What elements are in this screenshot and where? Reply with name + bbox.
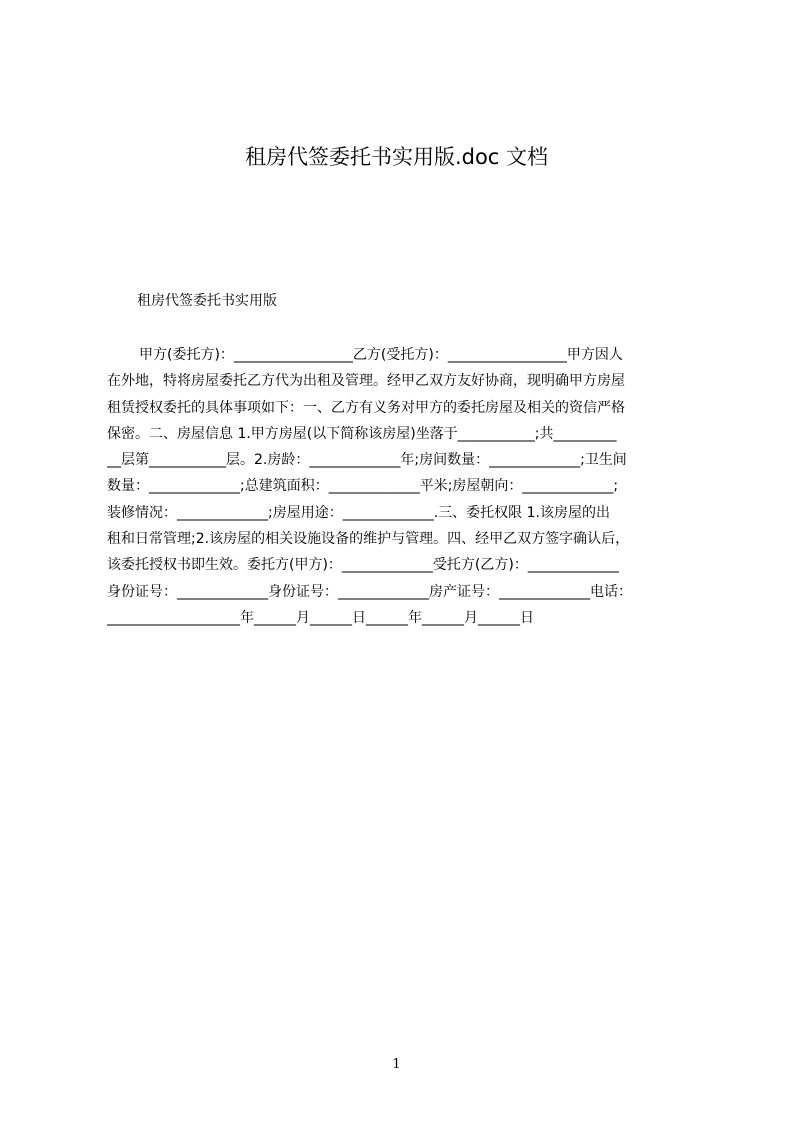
body-line: 甲方(委托方)：_________________乙方(受托方)：_________________甲方因人 [139, 347, 623, 363]
body-line: ___________________年______月______日______年______月______日 [107, 609, 534, 626]
body-line: 租和日常管理;2.该房屋的相关设施设备的维护与管理。四、经甲乙双方签字确认后， [107, 531, 630, 548]
body-line: 身份证号：_____________身份证号：_____________房产证号：_____________电话： [107, 583, 632, 600]
body-line: __层第___________层。2.房龄：_____________年;房间数量：_____________;卫生间 [107, 452, 627, 469]
document-title: 租房代签委托书实用版.doc 文档 [244, 145, 549, 169]
body-line: 在外地，特将房屋委托乙方代为出租及管理。经甲乙双方友好协商，现明确甲方房屋 [107, 373, 625, 390]
page-number: 1 [392, 1057, 401, 1072]
body-line: 租赁授权委托的具体事项如下：一、乙方有义务对甲方的委托房屋及相关的资信严格 [107, 399, 625, 416]
body-line: 装修情况：_____________;房屋用途：_____________.三、委托权限 1.该房屋的出 [107, 504, 610, 521]
body-line: 数量：_____________;总建筑面积：_____________平米;房屋朝向：_____________; [107, 478, 619, 495]
body-line: 保密。二、房屋信息 1.甲方房屋(以下简称该房屋)坐落于___________;共_________ [107, 425, 617, 442]
document-subtitle: 租房代签委托书实用版 [137, 293, 277, 309]
document-body [107, 342, 697, 631]
body-line: 该委托授权书即生效。委托方(甲方)：_____________受托方(乙方)：_____________ [107, 557, 619, 574]
